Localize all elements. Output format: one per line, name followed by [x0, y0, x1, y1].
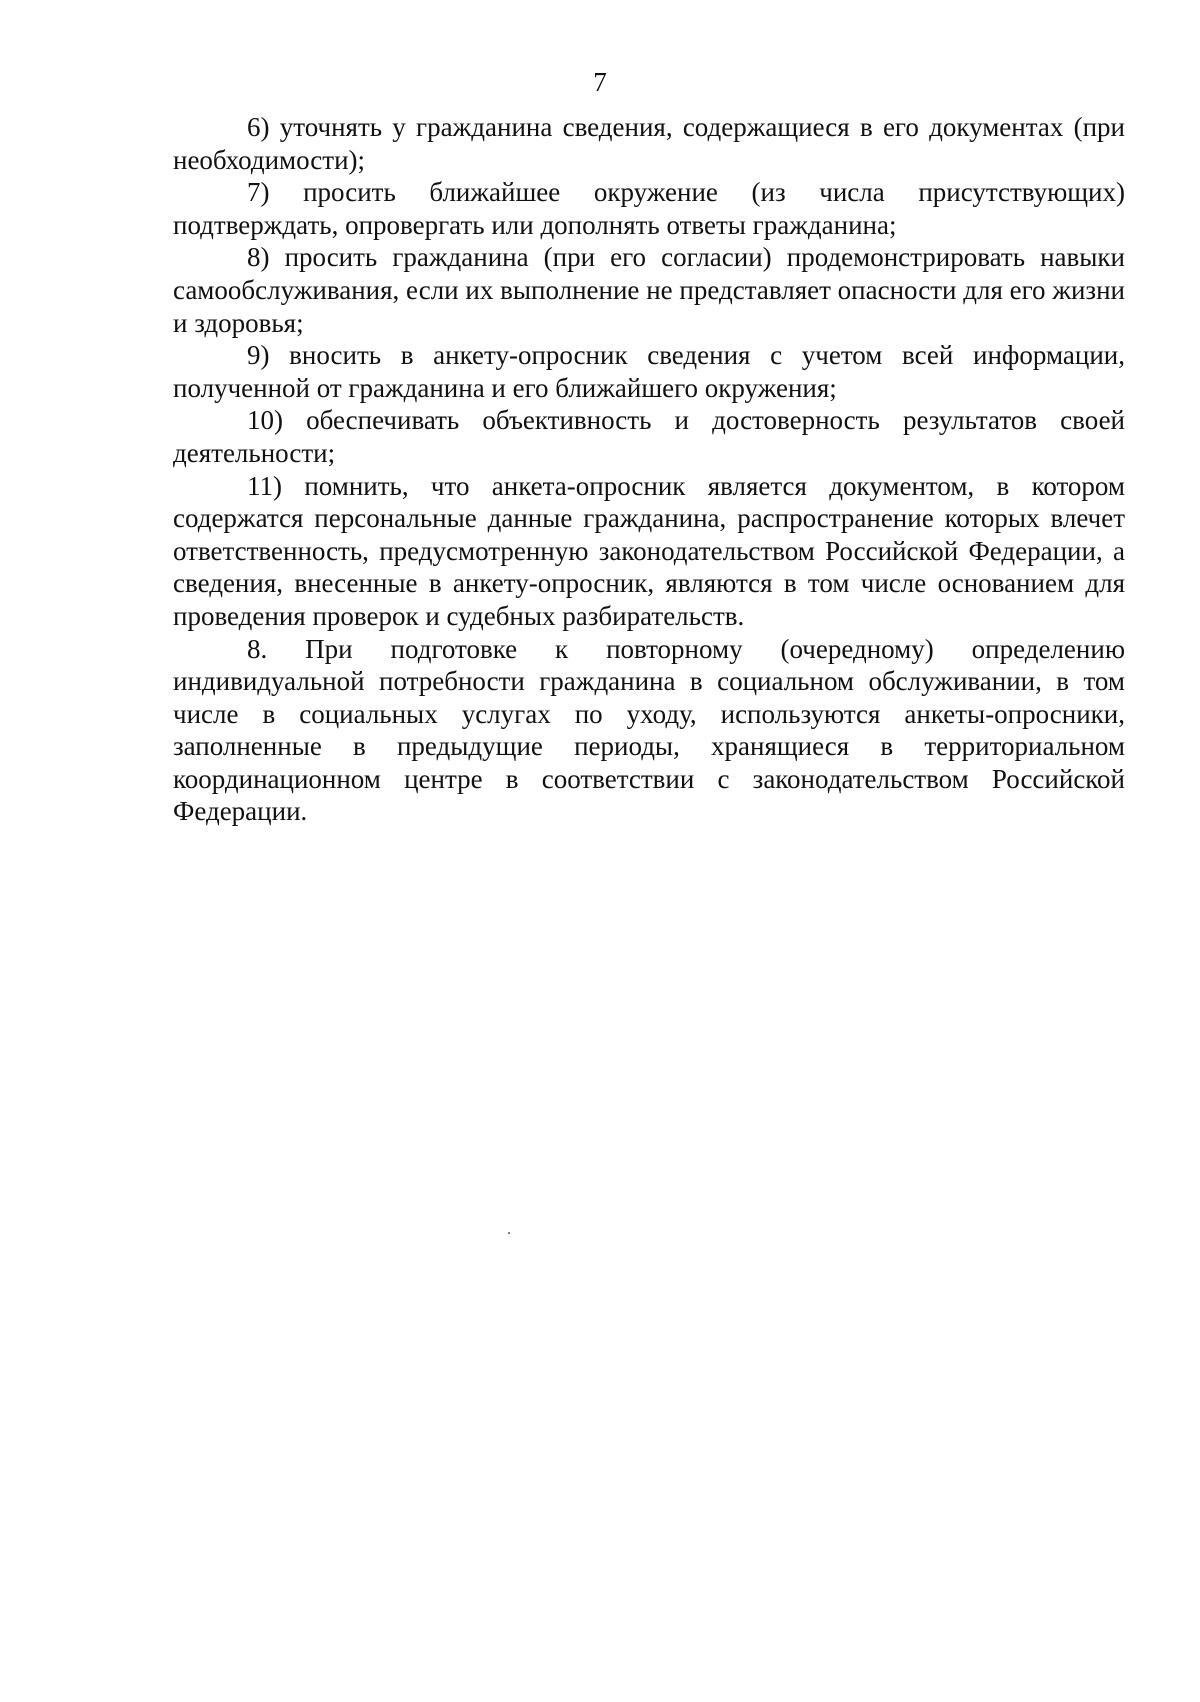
paragraph-item-8: 8) просить гражданина (при его согласии) продемонстрировать навыки самообслуживания, если их выполнение не представляет опасности для его жизни и здоровья; [173, 242, 1125, 338]
paragraph-section-8: 8. При подготовке к повторному (очередному) определению индивидуальной потребности гражданина в социальном обслуживании, в том числе в социальных услугах по уходу, используются анкеты-опросники, заполненные в предыдущие периоды, хранящиеся в территориальном координационном центре в соответствии с законодательством Российской Федерации. [173, 633, 1125, 827]
document-body [173, 111, 1125, 828]
scan-speck [508, 1232, 510, 1234]
paragraph-item-9: 9) вносить в анкету-опросник сведения с учетом всей информации, полученной от гражданина и его ближайшего окружения; [173, 340, 1125, 403]
paragraph-item-7: 7) просить ближайшее окружение (из числа присутствующих) подтверждать, опровергать или дополнять ответы гражданина; [173, 177, 1125, 240]
paragraph-item-10: 10) обеспечивать объективность и достоверность результатов своей деятельности; [173, 405, 1125, 468]
paragraph-item-6: 6) уточнять у гражданина сведения, содержащиеся в его документах (при необходимости); [173, 112, 1125, 175]
page-number: 7 [593, 67, 607, 97]
paragraph-item-11: 11) помнить, что анкета-опросник является документом, в котором содержатся персональные данные гражданина, распространение которых влечет ответственность, предусмотренную законодательством Российской Федерации, а сведения, внесенные в анкету-опросник, являются в том числе основанием для проведения проверок и судебных разбирательств. [173, 470, 1125, 631]
